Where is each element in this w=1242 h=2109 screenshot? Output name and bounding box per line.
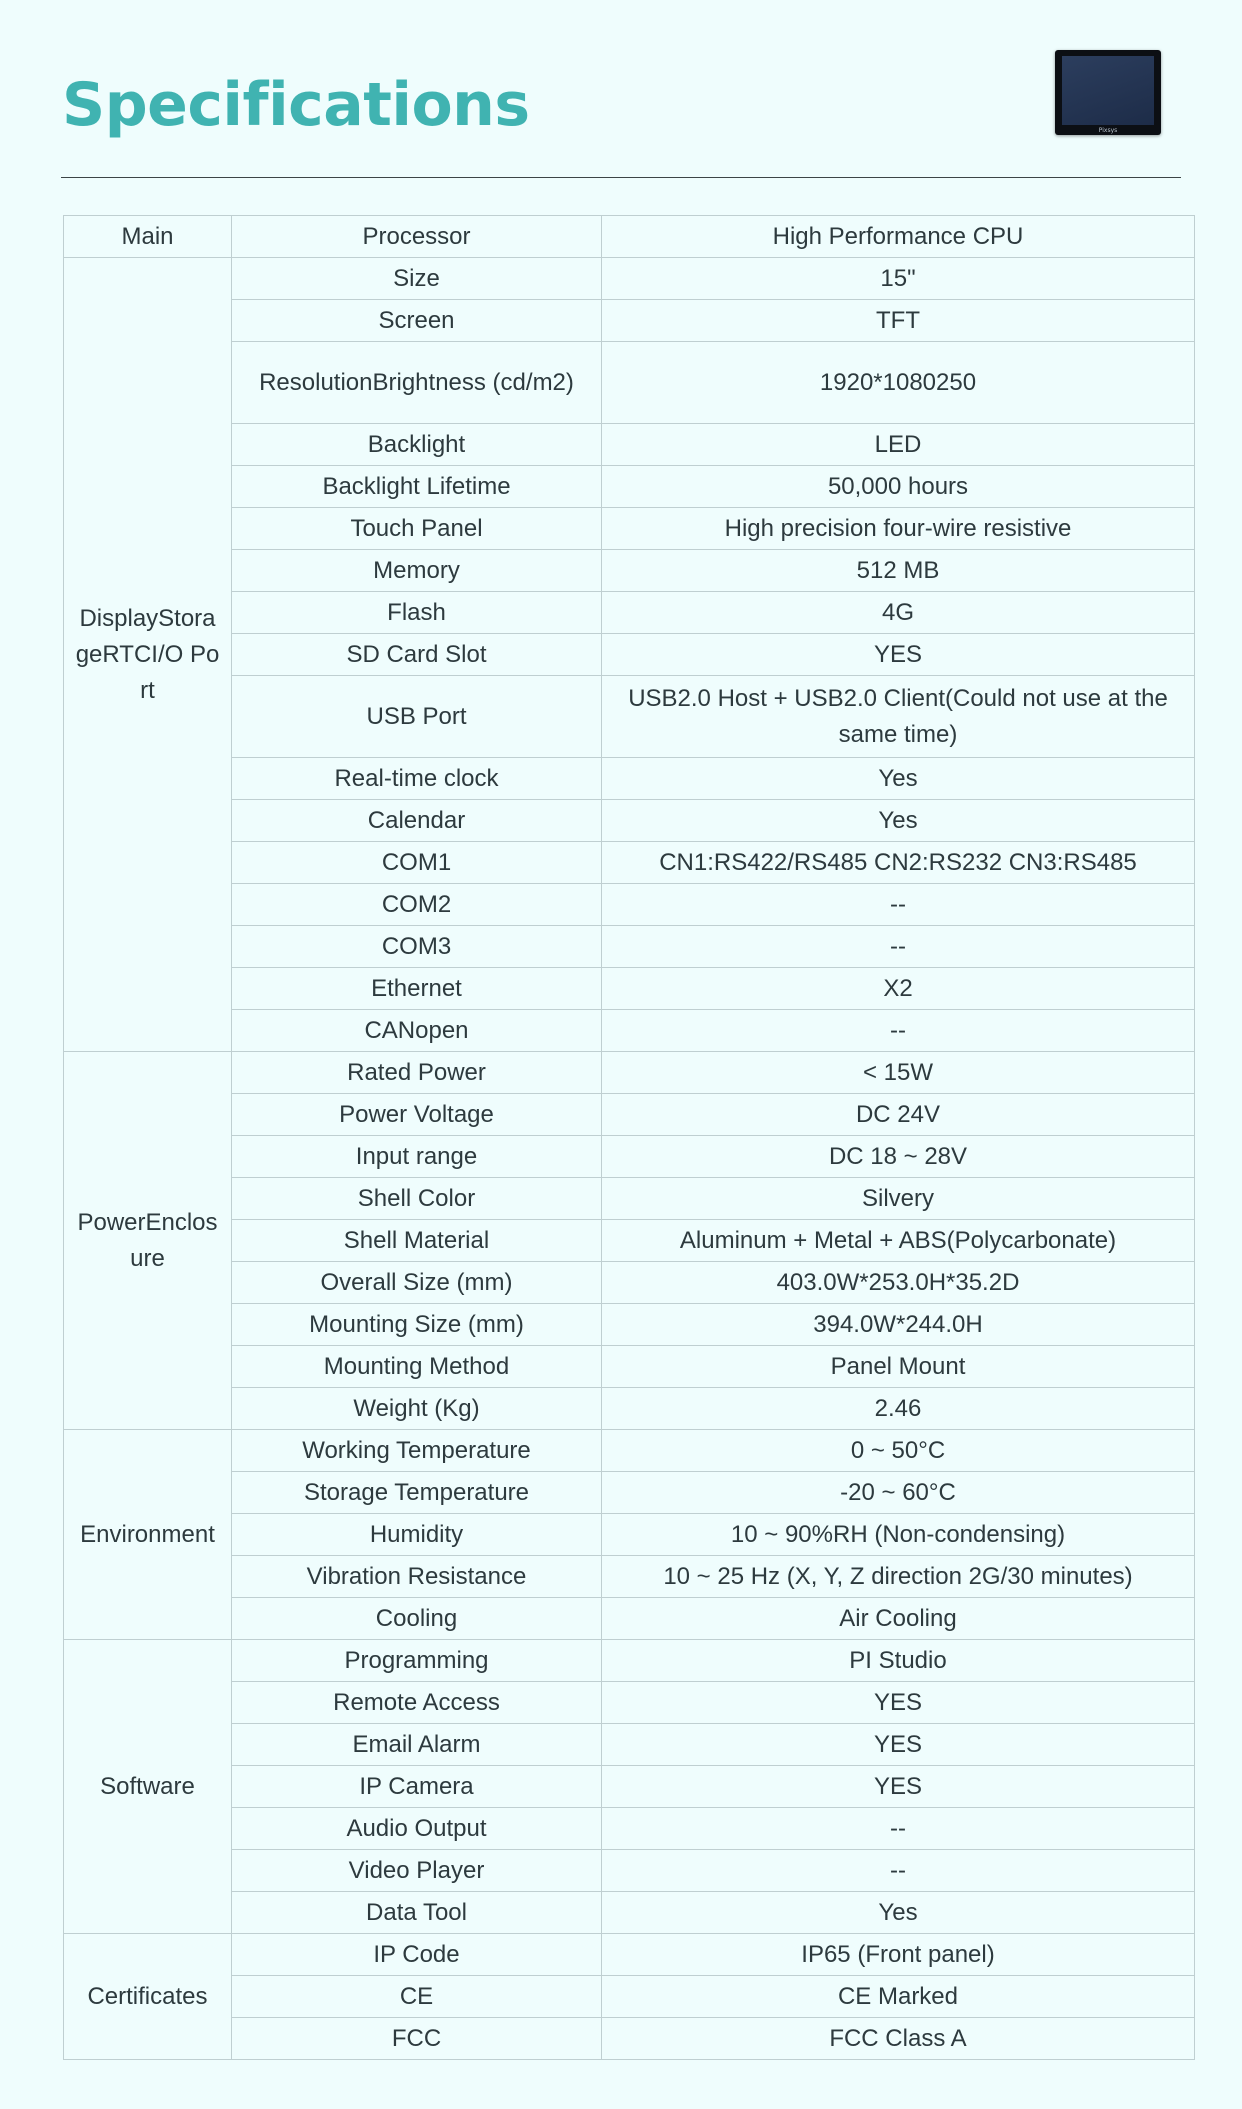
table-row — [64, 300, 1195, 342]
table-row — [64, 550, 1195, 592]
table-row — [64, 1262, 1195, 1304]
spec-value-cell: YES — [602, 1682, 1195, 1724]
table-row — [64, 508, 1195, 550]
spec-value-cell: Yes — [602, 800, 1195, 842]
table-row — [64, 634, 1195, 676]
spec-value-cell: Air Cooling — [602, 1598, 1195, 1640]
spec-label-cell: FCC — [232, 2018, 602, 2060]
spec-label-cell: Processor — [232, 216, 602, 258]
spec-value-cell: -- — [602, 1010, 1195, 1052]
spec-value-cell: Silvery — [602, 1178, 1195, 1220]
table-row — [64, 1556, 1195, 1598]
spec-value-cell: -- — [602, 1808, 1195, 1850]
spec-value-cell: 15" — [602, 258, 1195, 300]
spec-label-cell: COM2 — [232, 884, 602, 926]
spec-label-cell: Memory — [232, 550, 602, 592]
spec-label-cell: ResolutionBrightness (cd/m2) — [232, 342, 602, 424]
spec-value-cell: High precision four-wire resistive — [602, 508, 1195, 550]
spec-value-cell: -- — [602, 926, 1195, 968]
spec-label-cell: Power Voltage — [232, 1094, 602, 1136]
title-divider — [61, 177, 1181, 178]
spec-value-cell: High Performance CPU — [602, 216, 1195, 258]
spec-label-cell: Humidity — [232, 1514, 602, 1556]
spec-value-cell: Panel Mount — [602, 1346, 1195, 1388]
spec-label-cell: IP Camera — [232, 1766, 602, 1808]
spec-label-cell: Real-time clock — [232, 758, 602, 800]
table-row — [64, 1388, 1195, 1430]
spec-value-cell: 4G — [602, 592, 1195, 634]
table-row — [64, 884, 1195, 926]
spec-label-cell: Overall Size (mm) — [232, 1262, 602, 1304]
spec-value-cell: YES — [602, 1766, 1195, 1808]
table-row — [64, 1850, 1195, 1892]
spec-value-cell: YES — [602, 634, 1195, 676]
spec-value-cell: CN1:RS422/RS485 CN2:RS232 CN3:RS485 — [602, 842, 1195, 884]
spec-label-cell: Vibration Resistance — [232, 1556, 602, 1598]
table-row — [64, 1052, 1195, 1094]
spec-value-cell: Yes — [602, 758, 1195, 800]
specifications-table-body — [64, 216, 1195, 2060]
table-row — [64, 1640, 1195, 1682]
category-cell: DisplayStora geRTCI/O Port — [64, 258, 232, 1052]
spec-value-cell: 0 ~ 50°C — [602, 1430, 1195, 1472]
spec-value-cell: DC 18 ~ 28V — [602, 1136, 1195, 1178]
spec-label-cell: Remote Access — [232, 1682, 602, 1724]
table-row — [64, 1220, 1195, 1262]
spec-label-cell: Shell Material — [232, 1220, 602, 1262]
category-cell: Environment — [64, 1430, 232, 1640]
table-row — [64, 1976, 1195, 2018]
spec-label-cell: Working Temperature — [232, 1430, 602, 1472]
product-thumbnail — [1055, 50, 1161, 135]
spec-label-cell: Email Alarm — [232, 1724, 602, 1766]
table-row — [64, 1934, 1195, 1976]
spec-value-cell: DC 24V — [602, 1094, 1195, 1136]
category-cell: Certificates — [64, 1934, 232, 2060]
category-cell: PowerEnclos ure — [64, 1052, 232, 1430]
spec-label-cell: Input range — [232, 1136, 602, 1178]
table-row — [64, 1892, 1195, 1934]
table-row — [64, 842, 1195, 884]
table-row — [64, 1010, 1195, 1052]
table-row — [64, 676, 1195, 758]
spec-label-cell: Mounting Method — [232, 1346, 602, 1388]
spec-label-cell: Backlight — [232, 424, 602, 466]
spec-label-cell: Storage Temperature — [232, 1472, 602, 1514]
spec-label-cell: Programming — [232, 1640, 602, 1682]
table-row — [64, 758, 1195, 800]
table-row — [64, 466, 1195, 508]
spec-value-cell: 10 ~ 25 Hz (X, Y, Z direction 2G/30 minutes) — [602, 1556, 1195, 1598]
table-row — [64, 1178, 1195, 1220]
spec-value-cell: 10 ~ 90%RH (Non-condensing) — [602, 1514, 1195, 1556]
table-row — [64, 1346, 1195, 1388]
table-row — [64, 1430, 1195, 1472]
spec-value-cell: 2.46 — [602, 1388, 1195, 1430]
table-row — [64, 1136, 1195, 1178]
spec-label-cell: Cooling — [232, 1598, 602, 1640]
spec-label-cell: Weight (Kg) — [232, 1388, 602, 1430]
spec-value-cell: -20 ~ 60°C — [602, 1472, 1195, 1514]
spec-label-cell: COM1 — [232, 842, 602, 884]
table-row — [64, 926, 1195, 968]
spec-label-cell: SD Card Slot — [232, 634, 602, 676]
spec-label-cell: COM3 — [232, 926, 602, 968]
table-row — [64, 592, 1195, 634]
spec-label-cell: CANopen — [232, 1010, 602, 1052]
table-row — [64, 216, 1195, 258]
spec-value-cell: 394.0W*244.0H — [602, 1304, 1195, 1346]
table-row — [64, 1724, 1195, 1766]
product-brand-mark: Pixsys — [1098, 127, 1118, 134]
table-row — [64, 1598, 1195, 1640]
spec-label-cell: Touch Panel — [232, 508, 602, 550]
table-row — [64, 1094, 1195, 1136]
spec-label-cell: USB Port — [232, 676, 602, 758]
spec-label-cell: Calendar — [232, 800, 602, 842]
table-row — [64, 342, 1195, 424]
table-row — [64, 800, 1195, 842]
spec-label-cell: Shell Color — [232, 1178, 602, 1220]
table-row — [64, 1514, 1195, 1556]
spec-value-cell: -- — [602, 884, 1195, 926]
table-row — [64, 1766, 1195, 1808]
category-cell: Main — [64, 216, 232, 258]
spec-label-cell: IP Code — [232, 1934, 602, 1976]
spec-label-cell: Mounting Size (mm) — [232, 1304, 602, 1346]
table-row — [64, 424, 1195, 466]
spec-value-cell: 1920*1080250 — [602, 342, 1195, 424]
spec-value-cell: Aluminum + Metal + ABS(Polycarbonate) — [602, 1220, 1195, 1262]
spec-value-cell: TFT — [602, 300, 1195, 342]
category-cell: Software — [64, 1640, 232, 1934]
table-row — [64, 258, 1195, 300]
spec-label-cell: Data Tool — [232, 1892, 602, 1934]
spec-value-cell: IP65 (Front panel) — [602, 1934, 1195, 1976]
spec-value-cell: YES — [602, 1724, 1195, 1766]
table-row — [64, 968, 1195, 1010]
spec-label-cell: Audio Output — [232, 1808, 602, 1850]
spec-label-cell: Backlight Lifetime — [232, 466, 602, 508]
spec-value-cell: USB2.0 Host + USB2.0 Client(Could not use at the same time) — [602, 676, 1195, 758]
product-screen — [1062, 56, 1154, 125]
spec-value-cell: PI Studio — [602, 1640, 1195, 1682]
spec-value-cell: LED — [602, 424, 1195, 466]
table-row — [64, 1472, 1195, 1514]
spec-label-cell: Size — [232, 258, 602, 300]
spec-value-cell: 512 MB — [602, 550, 1195, 592]
spec-label-cell: Video Player — [232, 1850, 602, 1892]
table-row — [64, 1808, 1195, 1850]
spec-value-cell: Yes — [602, 1892, 1195, 1934]
spec-value-cell: 403.0W*253.0H*35.2D — [602, 1262, 1195, 1304]
spec-value-cell: FCC Class A — [602, 2018, 1195, 2060]
spec-label-cell: Flash — [232, 592, 602, 634]
spec-label-cell: Screen — [232, 300, 602, 342]
spec-label-cell: Ethernet — [232, 968, 602, 1010]
spec-value-cell: -- — [602, 1850, 1195, 1892]
spec-value-cell: X2 — [602, 968, 1195, 1010]
spec-value-cell: < 15W — [602, 1052, 1195, 1094]
spec-value-cell: CE Marked — [602, 1976, 1195, 2018]
spec-label-cell: Rated Power — [232, 1052, 602, 1094]
spec-value-cell: 50,000 hours — [602, 466, 1195, 508]
table-row — [64, 1682, 1195, 1724]
spec-label-cell: CE — [232, 1976, 602, 2018]
table-row — [64, 1304, 1195, 1346]
table-row — [64, 2018, 1195, 2060]
page-title: Specifications — [62, 70, 530, 140]
specifications-table — [63, 215, 1195, 2060]
